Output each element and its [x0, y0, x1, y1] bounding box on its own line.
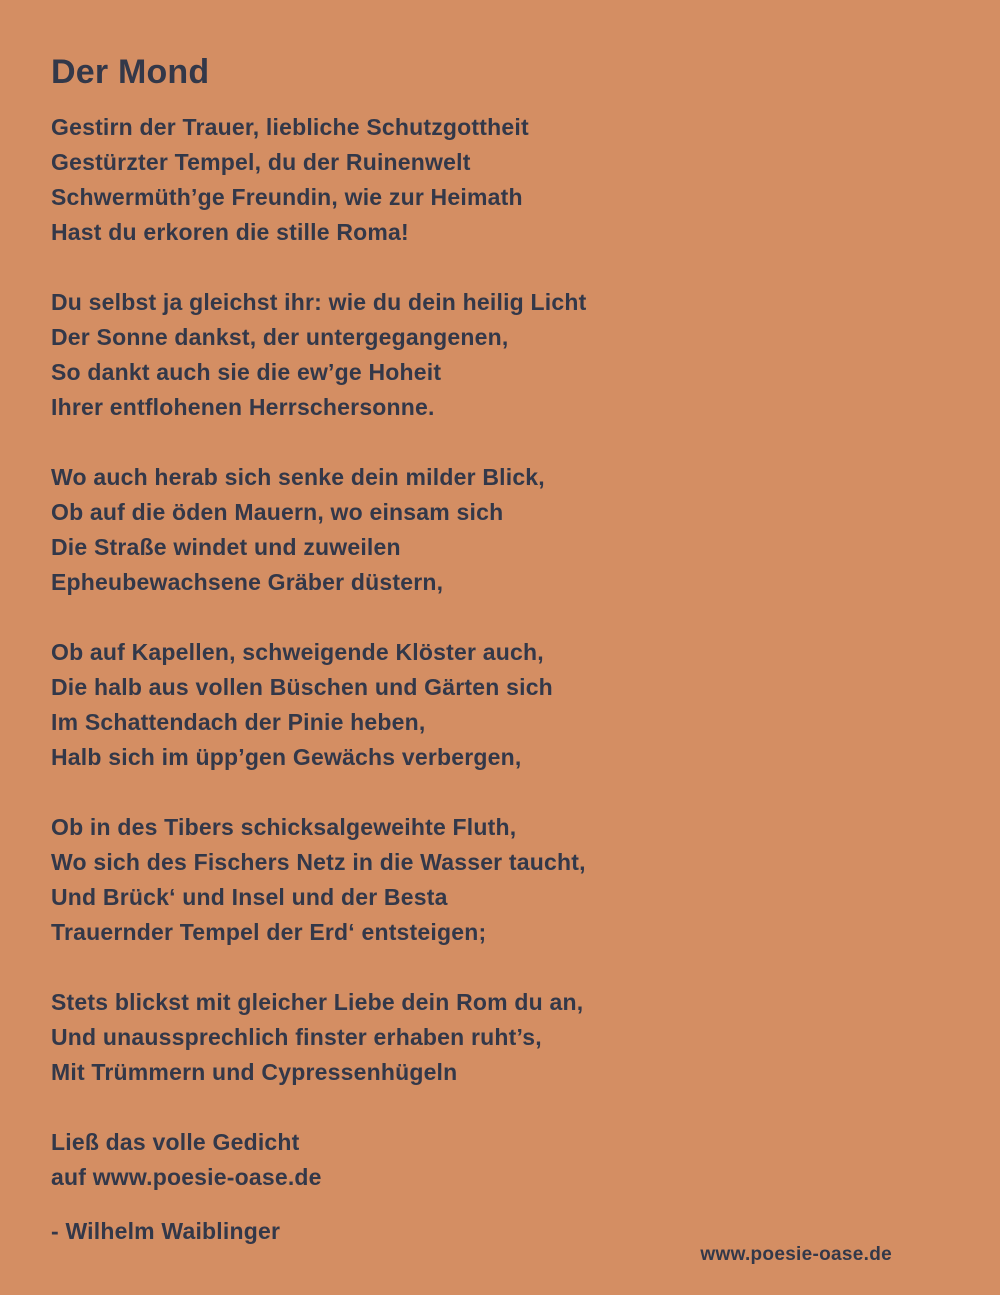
poem-line: Mit Trümmern und Cypressenhügeln [51, 1059, 458, 1085]
poem-line: So dankt auch sie die ew’ge Hoheit [51, 359, 442, 385]
stanza [51, 635, 949, 775]
poem-author: - Wilhelm Waiblinger [51, 1218, 281, 1244]
poem-line: Gestürzter Tempel, du der Ruinenwelt [51, 149, 471, 175]
poem-title: Der Mond [51, 53, 210, 91]
poem-line: Der Sonne dankst, der untergegangenen, [51, 324, 509, 350]
poem-line: Schwermüth’ge Freundin, wie zur Heimath [51, 184, 523, 210]
poem-line: Ob auf die öden Mauern, wo einsam sich [51, 499, 504, 525]
poem-line: Ob auf Kapellen, schweigende Klöster auch, [51, 639, 544, 665]
footer-line: Ließ das volle Gedicht [51, 1129, 300, 1155]
stanza [51, 810, 949, 950]
poem-line: Du selbst ja gleichst ihr: wie du dein heilig Licht [51, 289, 587, 315]
poem-line: Die halb aus vollen Büschen und Gärten sich [51, 674, 553, 700]
poem-line: Epheubewachsene Gräber düstern, [51, 569, 444, 595]
poem-line: Die Straße windet und zuweilen [51, 534, 401, 560]
poem-line: Im Schattendach der Pinie heben, [51, 709, 426, 735]
poem-line: Wo auch herab sich senke dein milder Blick, [51, 464, 545, 490]
poem-line: Gestirn der Trauer, liebliche Schutzgottheit [51, 114, 529, 140]
site-watermark: www.poesie-oase.de [700, 1244, 892, 1265]
poem-line: Halb sich im üpp’gen Gewächs verbergen, [51, 744, 522, 770]
poem-line: Und Brück‘ und Insel und der Besta [51, 884, 448, 910]
stanza [51, 110, 949, 250]
stanza [51, 285, 949, 425]
poem-line: Ob in des Tibers schicksalgeweihte Fluth, [51, 814, 517, 840]
poem-line: Stets blickst mit gleicher Liebe dein Rom du an, [51, 989, 584, 1015]
stanza [51, 985, 949, 1090]
footer-line: auf www.poesie-oase.de [51, 1164, 322, 1190]
poem-body [51, 110, 949, 1090]
poem-line: Ihrer entflohenen Herrschersonne. [51, 394, 435, 420]
poem-line: Trauernder Tempel der Erd‘ entsteigen; [51, 919, 487, 945]
poem-line: Und unaussprechlich finster erhaben ruht’s, [51, 1024, 542, 1050]
poem-line: Hast du erkoren die stille Roma! [51, 219, 409, 245]
stanza [51, 460, 949, 600]
poem-footer [51, 1125, 949, 1195]
poem-line: Wo sich des Fischers Netz in die Wasser taucht, [51, 849, 586, 875]
